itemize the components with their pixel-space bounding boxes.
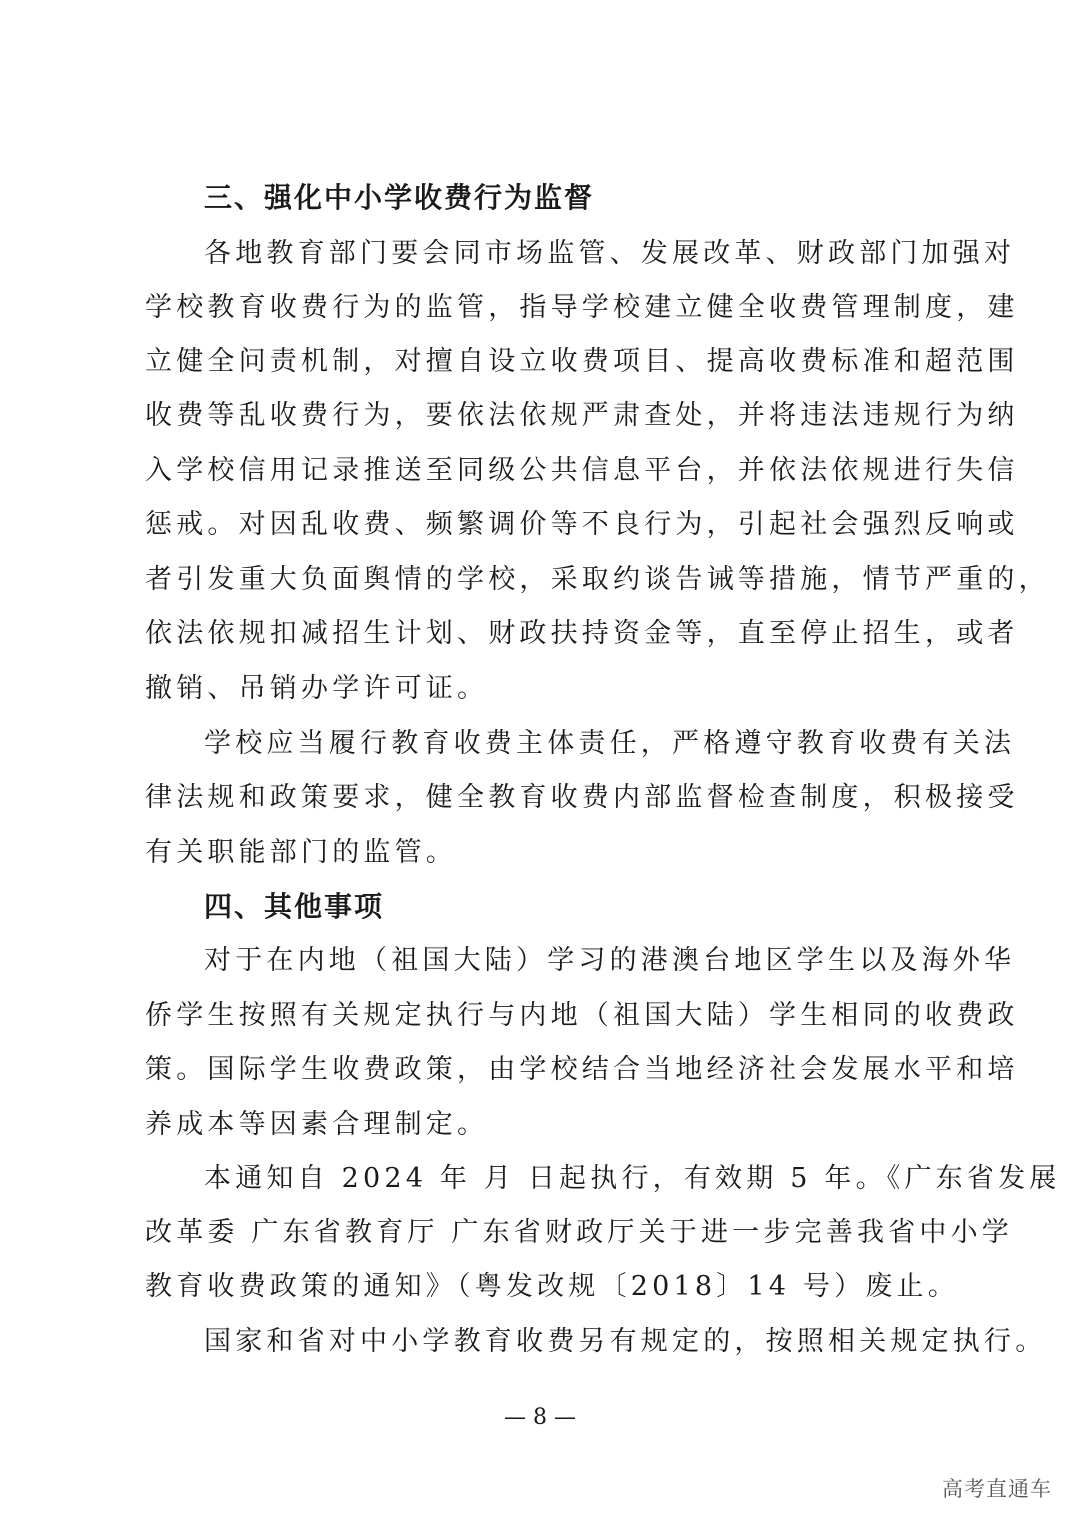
section-4-heading: 四、其他事项	[204, 890, 385, 923]
paragraph-line: 国家和省对中小学教育收费另有规定的，按照相关规定执行。	[204, 1326, 1047, 1357]
paragraph-line: 依法依规扣减招生计划、财政扶持资金等，直至停止招生，或者	[145, 618, 1019, 649]
paragraph-line: 侨学生按照有关规定执行与内地（祖国大陆）学生相同的收费政	[145, 1000, 1019, 1031]
paragraph-line: 对于在内地（祖国大陆）学习的港澳台地区学生以及海外华	[204, 945, 1016, 976]
paragraph-line: 教育收费政策的通知》（粤发改规〔2018〕14 号）废止。	[145, 1271, 959, 1302]
section-3-heading: 三、强化中小学收费行为监督	[204, 181, 595, 214]
paragraph-line: 入学校信用记录推送至同级公共信息平台，并依法依规进行失信	[145, 455, 1019, 486]
paragraph-line: 撤销、吊销办学许可证。	[145, 673, 489, 704]
paragraph-line: 惩戒。对因乱收费、频繁调价等不良行为，引起社会强烈反响或	[145, 509, 1019, 540]
watermark-text: 高考直通车	[942, 1477, 1052, 1501]
paragraph-line: 立健全问责机制，对擅自设立收费项目、提高收费标准和超范围	[145, 346, 1019, 377]
paragraph-line: 本通知自 2024 年 月 日起执行，有效期 5 年。《广东省发展	[204, 1163, 1061, 1194]
paragraph-line: 各地教育部门要会同市场监管、发展改革、财政部门加强对	[204, 238, 1016, 269]
paragraph-line: 收费等乱收费行为，要依法依规严肃查处，并将违法违规行为纳	[145, 400, 1019, 431]
page-number: — 8 —	[504, 1405, 576, 1430]
paragraph-line: 策。国际学生收费政策，由学校结合当地经济社会发展水平和培	[145, 1054, 1019, 1085]
paragraph-line: 有关职能部门的监管。	[145, 837, 457, 868]
paragraph-line: 学校教育收费行为的监管，指导学校建立健全收费管理制度，建	[145, 292, 1019, 323]
paragraph-line: 改革委 广东省教育厅 广东省财政厅关于进一步完善我省中小学	[145, 1217, 1013, 1248]
paragraph-line: 学校应当履行教育收费主体责任，严格遵守教育收费有关法	[204, 728, 1016, 759]
paragraph-line: 养成本等因素合理制定。	[145, 1109, 489, 1140]
paragraph-line: 者引发重大负面舆情的学校，采取约谈告诫等措施，情节严重的，	[145, 564, 1050, 595]
paragraph-line: 律法规和政策要求，健全教育收费内部监督检查制度，积极接受	[145, 782, 1019, 813]
